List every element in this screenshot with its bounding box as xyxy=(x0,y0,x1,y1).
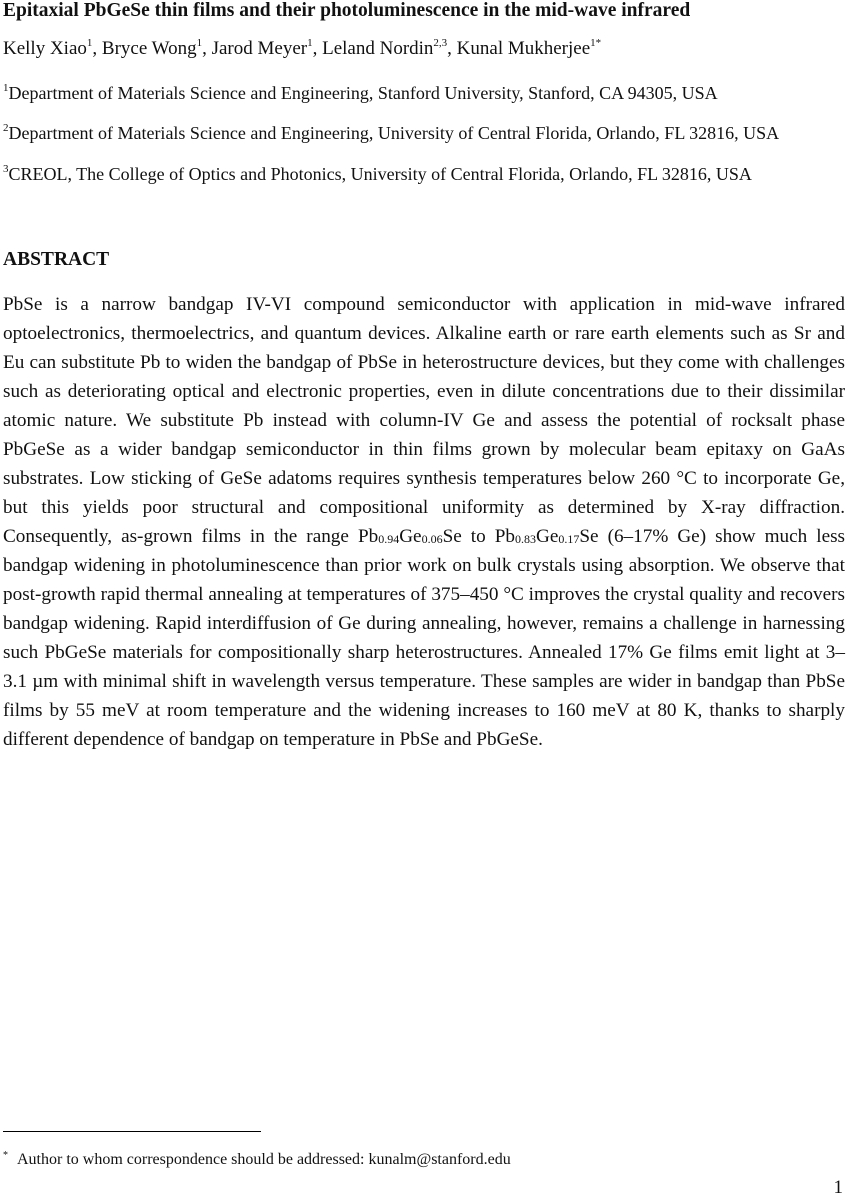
author-name: Leland Nordin xyxy=(322,38,434,59)
footnote-text: Author to whom correspondence should be addressed: kunalm@stanford.edu xyxy=(17,1151,511,1168)
chemical-formula: $Pb_{0.83}Ge_{0.17}Se$ xyxy=(494,526,599,547)
footnote xyxy=(3,1145,511,1171)
affiliation-text: CREOL, The College of Optics and Photonics, University of Central Florida, Orlando, FL 32816, USA xyxy=(8,164,752,184)
author-affiliation-mark: 1 xyxy=(86,36,93,49)
affiliation-text: Department of Materials Science and Engineering, University of Central Florida, Orlando, FL 32816, USA xyxy=(8,123,780,143)
affiliation-number: 2 xyxy=(3,122,9,134)
author-affiliation-mark: 1 xyxy=(196,36,203,49)
chemical-formula: $Pb_{0.94}Ge_{0.06}Se$ xyxy=(357,526,462,547)
abstract-text-part-1: PbSe is a narrow bandgap IV-VI compound semiconductor with application in mid-wave infrared optoelectronics, thermoelectrics, and quantum devices. Alkaline earth or rare earth elements such as Sr and Eu can substitute Pb to widen the bandgap of PbSe in heterostructure devices, but they come with challenges such as deteriorating optical and electronic properties, even in dilute concentrations due to their dissimilar atomic nature. We substitute Pb instead with column-IV Ge and assess the potential of rocksalt phase PbGeSe as a wider bandgap semiconductor in thin films grown by molecular beam epitaxy on GaAs substrates. Low sticking of GeSe adatoms requires synthesis temperatures below 260 °C to incorporate Ge, but this yields poor structural and compositional uniformity as determined by X-ray diffraction. Consequently, as-grown films in the range xyxy=(3,294,845,547)
page-number: 1 xyxy=(833,1177,843,1198)
abstract-connector: to xyxy=(470,526,486,547)
affiliation-2 xyxy=(3,121,779,145)
author-name: Kunal Mukherjee xyxy=(456,38,591,59)
author-list: Kelly Xiao$^1$, Bryce Wong$^1$, Jarod Meyer$^1$, Leland Nordin$^{2,3}$, Kunal Mukherjee$^{1*}$ xyxy=(3,36,602,59)
author-affiliation-mark: 1 xyxy=(307,36,313,49)
footnote-mark: * xyxy=(3,1150,8,1161)
author-affiliation-mark: 1* xyxy=(590,36,602,49)
affiliation-text: Department of Materials Science and Engineering, Stanford University, Stanford, CA 94305, USA xyxy=(8,83,718,103)
affiliation-1 xyxy=(3,81,718,105)
author-name: Kelly Xiao xyxy=(3,38,87,59)
footnote-separator xyxy=(3,1131,261,1132)
paper-title: Epitaxial PbGeSe thin films and their photoluminescence in the mid-wave infrared xyxy=(3,0,691,21)
abstract-body xyxy=(3,290,845,754)
affiliation-3 xyxy=(3,162,752,186)
author-name: Jarod Meyer xyxy=(211,38,308,59)
author-affiliation-mark: 2,3 xyxy=(433,36,448,49)
affiliation-number: 3 xyxy=(3,163,9,175)
author-name: Bryce Wong xyxy=(101,38,197,59)
abstract-text-part-2: (6–17% Ge) show much less bandgap widening in photoluminescence than prior work on bulk crystals using absorption. We observe that post-growth rapid thermal annealing at temperatures of 375–450 °C improves the crystal quality and recovers bandgap widening. Rapid interdiffusion of Ge during annealing, however, remains a challenge in harnessing such PbGeSe materials for compositionally sharp heterostructures. Annealed 17% Ge films emit light at 3–3.1 µm with minimal shift in wavelength versus temperature. These samples are wider in bandgap than PbSe films by 55 meV at room temperature and the widening increases to 160 meV at 80 K, thanks to sharply different dependence of bandgap on temperature in PbSe and PbGeSe. xyxy=(3,526,846,750)
abstract-heading: ABSTRACT xyxy=(3,249,110,270)
affiliation-number: 1 xyxy=(3,82,9,94)
